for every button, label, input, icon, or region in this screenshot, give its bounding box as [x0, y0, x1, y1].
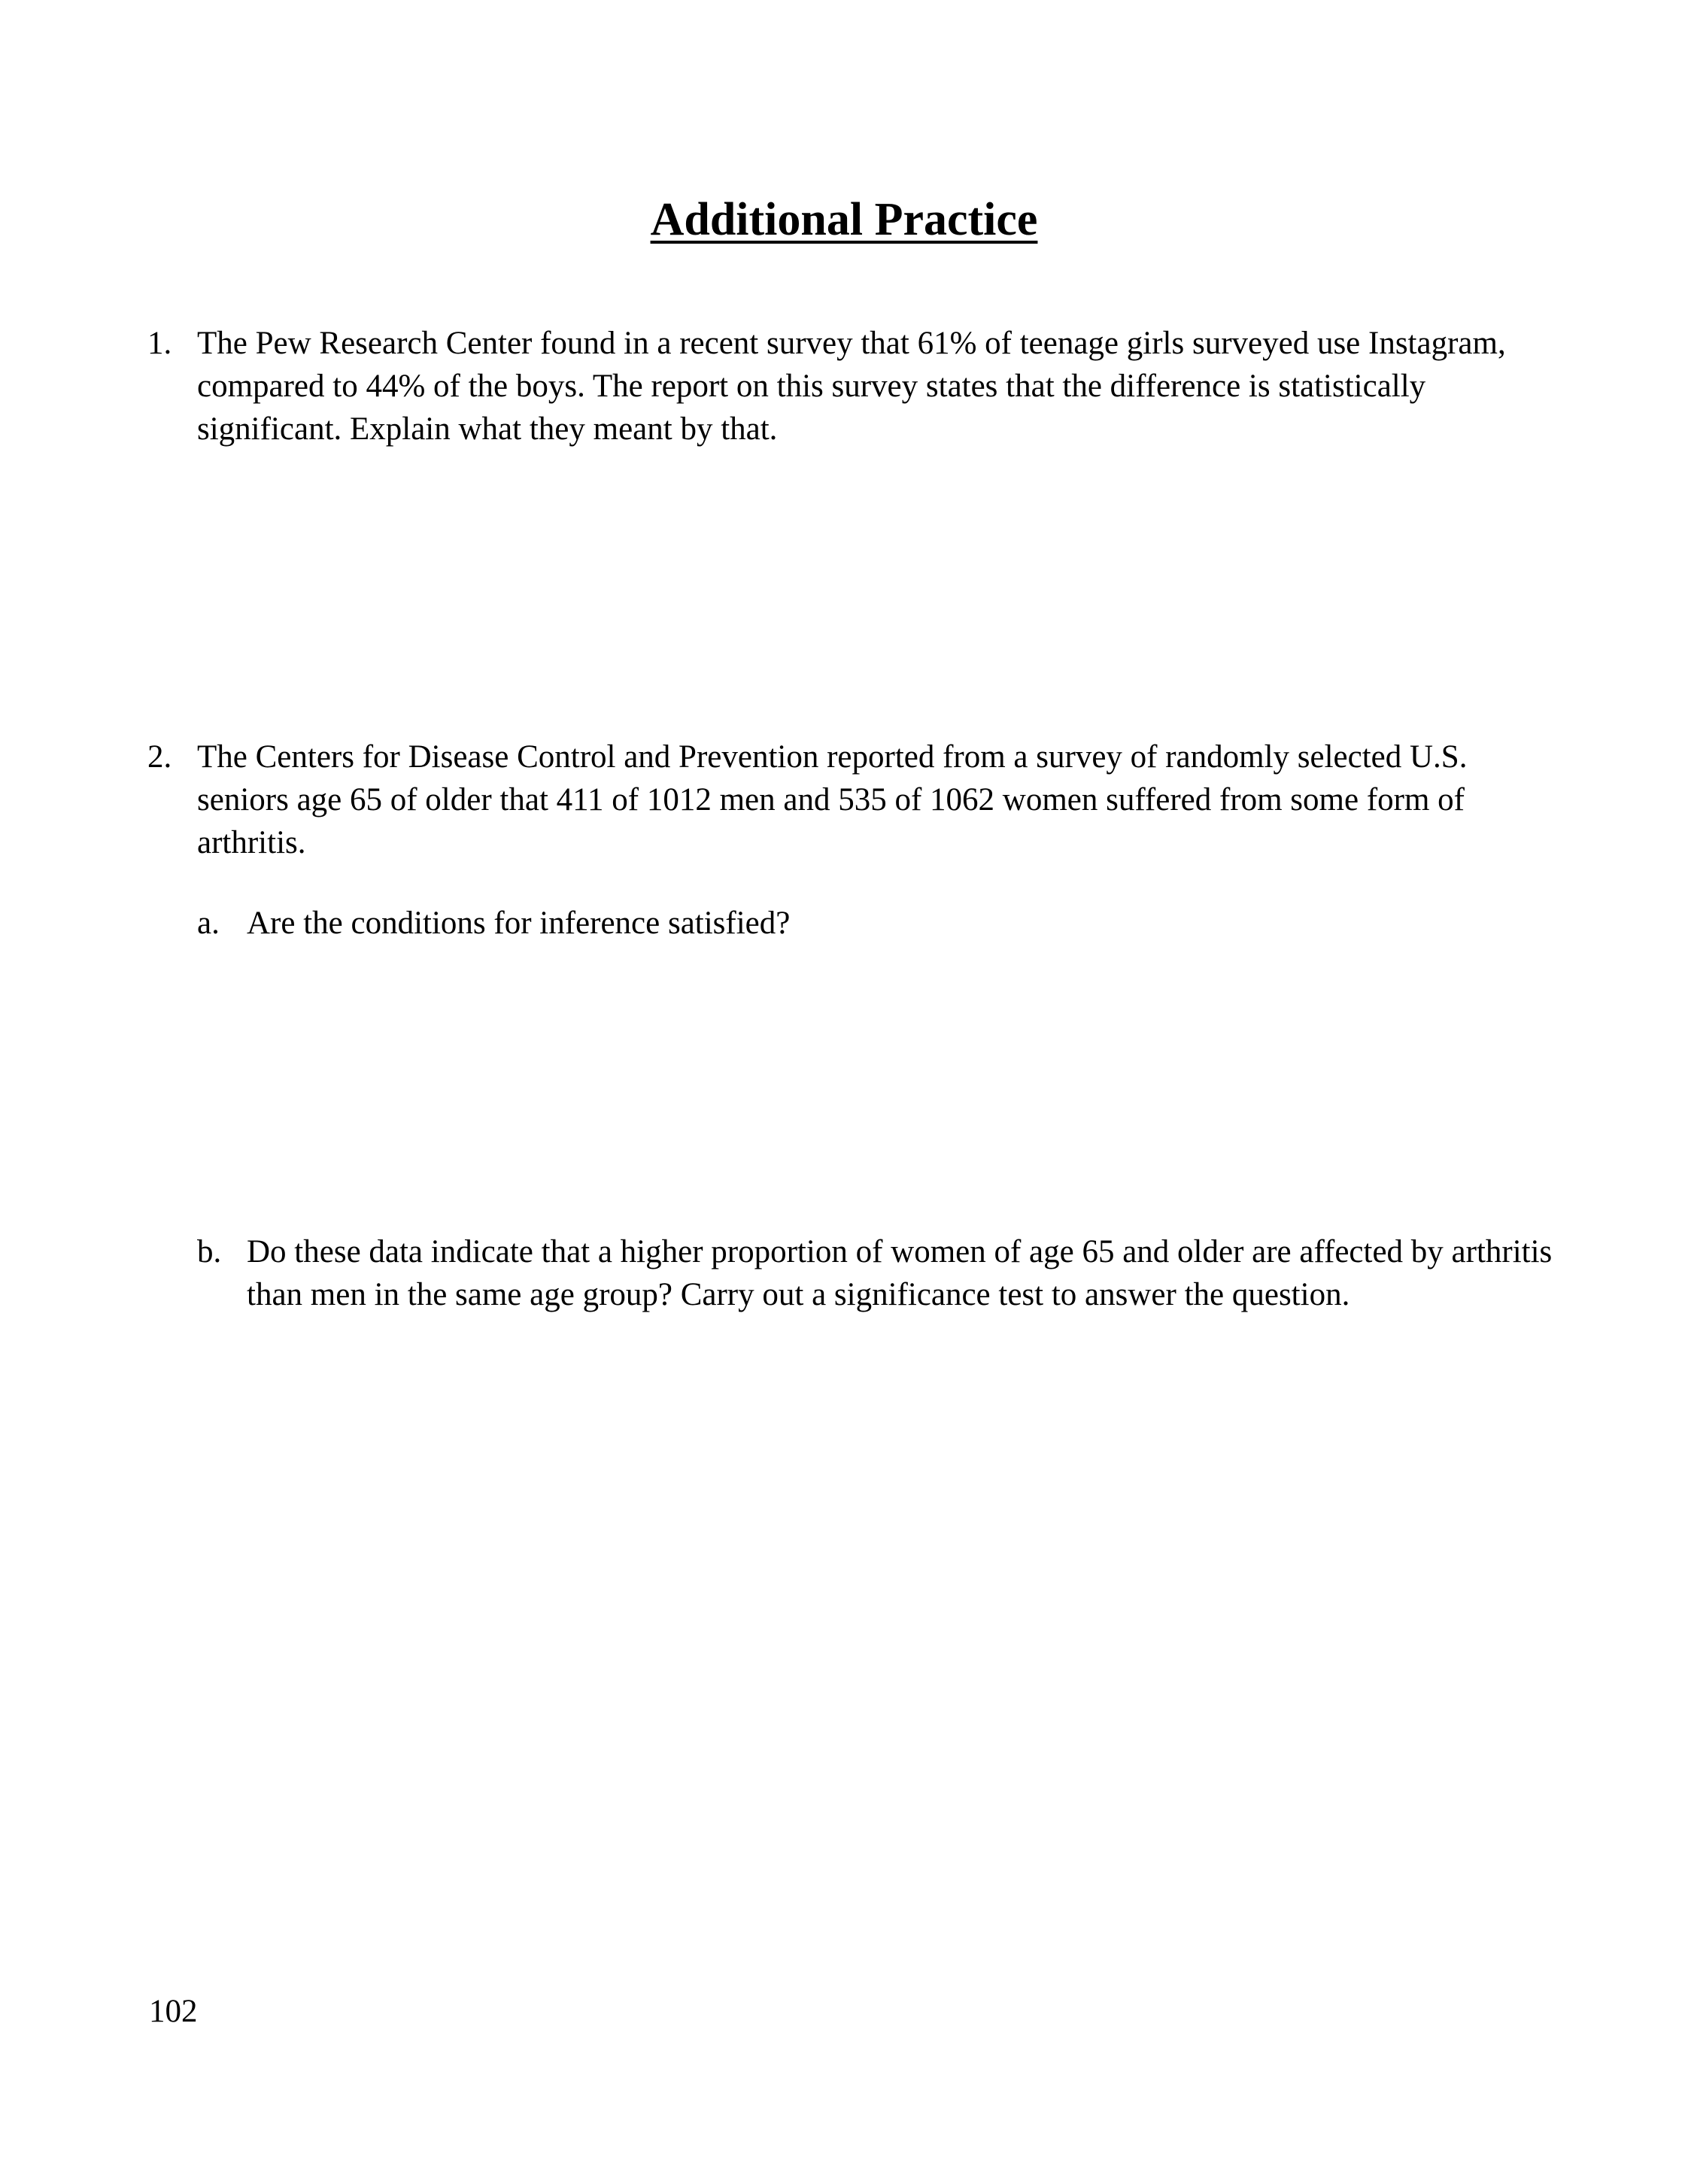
question-2b-text: Do these data indicate that a higher proportion of women of age 65 and older are affected by arthritis than men in the same age group? Carry out a significance test to answer the question.	[247, 1234, 1553, 1312]
question-1-text: The Pew Research Center found in a recent survey that 61% of teenage girls surveyed use Instagram, compared to 44% of the boys. The report on this survey states that the difference is statistically significant. Explain what they meant by that.	[197, 326, 1506, 447]
question-2a-label: a.	[197, 905, 220, 941]
question-2-number: 2.	[147, 739, 172, 775]
question-2-text: The Centers for Disease Control and Prevention reported from a survey of randomly selected U.S. seniors age 65 of older that 411 of 1012 men and 535 of 1062 women suffered from some form of arthritis.	[197, 739, 1468, 860]
question-2b-label: b.	[197, 1234, 222, 1269]
page-title	[0, 190, 1688, 250]
question-1-number: 1.	[147, 326, 172, 361]
page-title-text: Additional Practice	[650, 194, 1038, 245]
page-number: 102	[149, 1994, 198, 2029]
question-2a-text: Are the conditions for inference satisfied?	[247, 905, 791, 941]
